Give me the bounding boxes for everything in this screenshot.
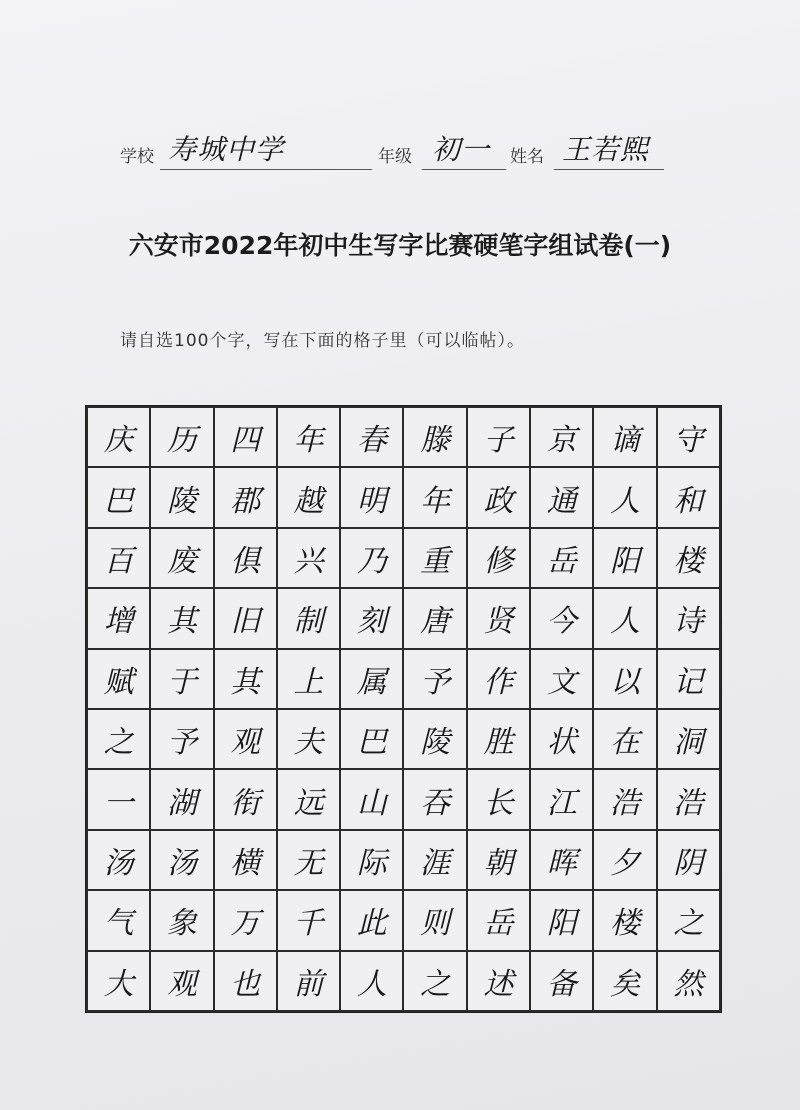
grid-cell: 陵	[404, 710, 465, 768]
grid-cell: 上	[278, 650, 339, 708]
grid-cell: 晖	[531, 831, 592, 889]
grid-cell: 作	[468, 650, 529, 708]
name-label: 姓名	[510, 147, 544, 167]
grid-cell: 巴	[341, 710, 402, 768]
grid-cell: 前	[278, 952, 339, 1010]
grid-cell: 楼	[658, 529, 719, 587]
grid-cell: 际	[341, 831, 402, 889]
grid-cell: 守	[658, 408, 719, 466]
grid-cell: 历	[151, 408, 212, 466]
grid-cell: 此	[341, 891, 402, 949]
grid-cell: 巴	[88, 468, 149, 526]
grid-cell: 庆	[88, 408, 149, 466]
grid-cell: 春	[341, 408, 402, 466]
grid-cell: 人	[341, 952, 402, 1010]
grid-cell: 观	[151, 952, 212, 1010]
grid-cell: 通	[531, 468, 592, 526]
student-info-row	[120, 128, 680, 174]
grid-cell: 然	[658, 952, 719, 1010]
grid-cell: 山	[341, 770, 402, 828]
grid-cell: 万	[215, 891, 276, 949]
grid-cell: 汤	[151, 831, 212, 889]
school-underline	[160, 169, 372, 170]
grid-cell: 备	[531, 952, 592, 1010]
grid-cell: 增	[88, 589, 149, 647]
grid-cell: 之	[658, 891, 719, 949]
grid-cell: 象	[151, 891, 212, 949]
grid-cell: 大	[88, 952, 149, 1010]
grid-cell: 四	[215, 408, 276, 466]
grid-cell: 湖	[151, 770, 212, 828]
grid-cell: 废	[151, 529, 212, 587]
grid-cell: 衔	[215, 770, 276, 828]
grid-cell: 陵	[151, 468, 212, 526]
grid-cell: 郡	[215, 468, 276, 526]
grid-cell: 百	[88, 529, 149, 587]
grade-label: 年级	[378, 147, 412, 167]
grid-cell: 阴	[658, 831, 719, 889]
grid-cell: 洞	[658, 710, 719, 768]
grid-cell: 滕	[404, 408, 465, 466]
grid-cell: 人	[594, 468, 655, 526]
exam-title: 六安市2022年初中生写字比赛硬笔字组试卷(一)	[128, 231, 672, 260]
grid-cell: 浩	[658, 770, 719, 828]
grid-cell: 今	[531, 589, 592, 647]
name-underline	[554, 169, 664, 170]
grid-cell: 汤	[88, 831, 149, 889]
grid-cell: 记	[658, 650, 719, 708]
grid-cell: 一	[88, 770, 149, 828]
grid-cell: 以	[594, 650, 655, 708]
grid-cell: 京	[531, 408, 592, 466]
grid-cell: 其	[151, 589, 212, 647]
grid-cell: 胜	[468, 710, 529, 768]
grid-cell: 年	[404, 468, 465, 526]
grid-cell: 矣	[594, 952, 655, 1010]
grid-cell: 气	[88, 891, 149, 949]
grid-cell: 谪	[594, 408, 655, 466]
grid-cell: 贤	[468, 589, 529, 647]
grid-cell: 越	[278, 468, 339, 526]
grid-cell: 政	[468, 468, 529, 526]
grid-cell: 江	[531, 770, 592, 828]
grid-cell: 浩	[594, 770, 655, 828]
grid-cell: 予	[404, 650, 465, 708]
grade-value: 初一	[432, 133, 491, 166]
grid-cell: 重	[404, 529, 465, 587]
grid-cell: 其	[215, 650, 276, 708]
grid-cell: 兴	[278, 529, 339, 587]
grid-cell: 涯	[404, 831, 465, 889]
grid-cell: 楼	[594, 891, 655, 949]
grid-cell: 在	[594, 710, 655, 768]
grid-cell: 诗	[658, 589, 719, 647]
grid-cell: 旧	[215, 589, 276, 647]
grid-cell: 长	[468, 770, 529, 828]
grade-underline	[422, 169, 506, 170]
grid-cell: 无	[278, 831, 339, 889]
grid-cell: 人	[594, 589, 655, 647]
grid-cell: 观	[215, 710, 276, 768]
grid-cell: 赋	[88, 650, 149, 708]
grid-cell: 阳	[531, 891, 592, 949]
grid-cell: 属	[341, 650, 402, 708]
grid-cell: 岳	[468, 891, 529, 949]
grid-cell: 则	[404, 891, 465, 949]
instruction-text: 请自选100个字，写在下面的格子里（可以临帖）。	[120, 331, 525, 351]
grid-cell: 夕	[594, 831, 655, 889]
grid-cell: 状	[531, 710, 592, 768]
grid-cell: 也	[215, 952, 276, 1010]
grid-cell: 夫	[278, 710, 339, 768]
grid-cell: 吞	[404, 770, 465, 828]
writing-grid	[85, 405, 722, 1013]
grid-cell: 唐	[404, 589, 465, 647]
grid-cell: 乃	[341, 529, 402, 587]
grid-cell: 子	[468, 408, 529, 466]
grid-cell: 文	[531, 650, 592, 708]
school-value: 寿城中学	[168, 133, 285, 166]
grid-cell: 和	[658, 468, 719, 526]
grid-cell: 述	[468, 952, 529, 1010]
grid-cell: 阳	[594, 529, 655, 587]
name-value: 王若熙	[562, 133, 650, 166]
grid-cell: 岳	[531, 529, 592, 587]
grid-cell: 千	[278, 891, 339, 949]
grid-cell: 刻	[341, 589, 402, 647]
grid-cell: 于	[151, 650, 212, 708]
grid-cell: 修	[468, 529, 529, 587]
grid-cell: 制	[278, 589, 339, 647]
grid-cell: 横	[215, 831, 276, 889]
grid-cell: 朝	[468, 831, 529, 889]
grid-cell: 之	[404, 952, 465, 1010]
grid-cell: 予	[151, 710, 212, 768]
grid-cell: 远	[278, 770, 339, 828]
grid-cell: 明	[341, 468, 402, 526]
grid-cell: 俱	[215, 529, 276, 587]
grid-cell: 年	[278, 408, 339, 466]
school-label: 学校	[120, 147, 154, 167]
grid-cell: 之	[88, 710, 149, 768]
